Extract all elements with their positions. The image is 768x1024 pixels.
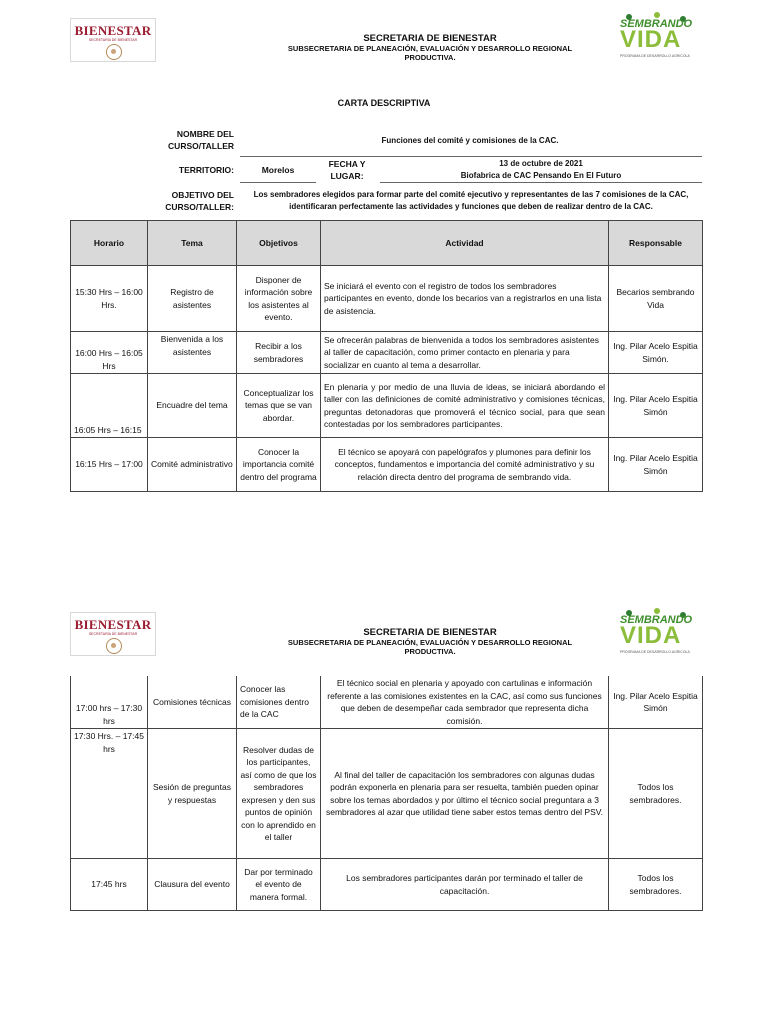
- cell-objetivos: Dar por terminado el evento de manera formal.: [237, 859, 321, 911]
- objetivo-label: OBJETIVO DEL CURSO/TALLER:: [165, 190, 234, 212]
- cell-tema: Comité administrativo: [148, 438, 237, 492]
- cell-horario: 16:15 Hrs – 17:00: [71, 438, 148, 492]
- page-header: [230, 627, 630, 656]
- nombre-value: Funciones del comité y comisiones de la CAC.: [381, 136, 559, 145]
- bienestar-logo-subtext: SECRETARÍA DE BIENESTAR: [88, 632, 138, 636]
- cell-tema: Comisiones técnicas: [148, 676, 237, 729]
- table-row: [71, 438, 703, 492]
- cell-tema: Sesión de preguntas y respuestas: [148, 729, 237, 859]
- table-row: [71, 266, 703, 332]
- bienestar-logo-text: BIENESTAR: [74, 617, 152, 632]
- cell-horario: 16:05 Hrs – 16:15: [71, 374, 148, 438]
- cell-objetivos: Conocer las comisiones dentro de la CAC: [237, 676, 321, 729]
- secretaria-title: SECRETARIA DE BIENESTAR: [363, 627, 497, 638]
- document-title: CARTA DESCRIPTIVA: [337, 98, 431, 108]
- vida-logo-text: VIDA: [620, 26, 682, 53]
- seal-icon: [106, 44, 122, 60]
- cell-actividad: El técnico social en plenaria y apoyado con cartulinas e información referente a las comisiones existentes en la CAC, así como sus funciones que deben de desempeñar cada sembrador que representa dicha comisión.: [321, 676, 609, 729]
- cell-responsable: Ing. Pilar Acelo Espitia Simón: [609, 676, 703, 729]
- divider: [240, 182, 316, 183]
- divider: [240, 156, 702, 157]
- divider: [380, 182, 702, 183]
- sembrando-logo-text: SEMBRANDO: [620, 18, 693, 30]
- territorio-label: TERRITORIO:: [178, 165, 234, 175]
- bienestar-logo: [70, 18, 156, 62]
- table-row: [71, 332, 703, 374]
- header-horario: Horario: [71, 221, 148, 266]
- table-header-row: [71, 221, 703, 266]
- nombre-label: NOMBRE DEL CURSO/TALLER: [168, 129, 234, 151]
- territorio-value: Morelos: [261, 165, 295, 175]
- header-responsable: Responsable: [609, 221, 703, 266]
- seal-icon: [106, 638, 122, 654]
- cell-responsable: Todos los sembradores.: [609, 729, 703, 859]
- cell-tema: Clausura del evento: [148, 859, 237, 911]
- table-row: [71, 859, 703, 911]
- bienestar-logo-subtext: SECRETARÍA DE BIENESTAR: [88, 38, 138, 42]
- cell-responsable: Becarios sembrando Vida: [609, 266, 703, 332]
- page-2: [0, 600, 768, 1024]
- fecha-label: FECHA Y LUGAR:: [328, 159, 366, 181]
- cell-responsable: Todos los sembradores.: [609, 859, 703, 911]
- subsecretaria-title: SUBSECRETARIA DE PLANEACIÓN, EVALUACIÓN Y DESARROLLO REGIONAL PRODUCTIVA.: [287, 638, 573, 656]
- sembrando-logo-text: SEMBRANDO: [620, 614, 693, 626]
- objetivo-value: Los sembradores elegidos para formar parte del comité ejecutivo y representantes de las 7 comisiones de la CAC, identificaran perfectamente las actividades y funciones que deben de realizar dentro de la CAC.: [253, 190, 689, 211]
- cell-objetivos: Recibir a los sembradores: [237, 332, 321, 374]
- cell-tema: Encuadre del tema: [148, 374, 237, 438]
- cell-horario: 15:30 Hrs – 16:00 Hrs.: [71, 266, 148, 332]
- table-row: [71, 729, 703, 859]
- logo-tagline: PROGRAMA DE DESARROLLO AGRICOLA: [620, 650, 690, 654]
- cell-tema: Bienvenida a los asistentes: [148, 332, 237, 374]
- sembrando-vida-logo: [614, 610, 694, 656]
- header-objetivos: Objetivos: [237, 221, 321, 266]
- cell-horario: 17:30 Hrs. – 17:45 hrs: [71, 729, 148, 859]
- header-actividad: Actividad: [321, 221, 609, 266]
- cell-responsable: Ing. Pilar Acelo Espitia Simón.: [609, 332, 703, 374]
- cell-horario: 17:00 hrs – 17:30 hrs: [71, 676, 148, 729]
- cell-actividad: Se ofrecerán palabras de bienvenida a todos los sembradores asistentes al taller de capacitación, como primer contacto en plenaria y para socializar en cuanto al tema a desarrollar.: [321, 332, 609, 374]
- lugar-value: Biofabrica de CAC Pensando En El Futuro: [460, 171, 622, 180]
- cell-actividad: Se iniciará el evento con el registro de todos los sembradores participantes en evento, donde los becarios van a registrarlos en una lista de asistencia.: [321, 266, 609, 332]
- logo-tagline: PROGRAMA DE DESARROLLO AGRICOLA: [620, 54, 690, 58]
- schedule-table-continued: [70, 676, 703, 911]
- table-row: [71, 676, 703, 729]
- vida-logo-text: VIDA: [620, 622, 682, 649]
- sembrando-vida-logo: [614, 14, 694, 60]
- header-tema: Tema: [148, 221, 237, 266]
- cell-actividad: En plenaria y por medio de una lluvia de ideas, se iniciará abordando el taller con las definiciones de comité administrativo y comisiones técnicas, preguntas detonadoras que promoverá el técnico social, para que sean contestadas por los sembradores participantes.: [321, 374, 609, 438]
- page-header: [230, 33, 630, 62]
- cell-actividad: Al final del taller de capacitación los sembradores con algunas dudas podrán exponerla en plenaria para ser resuelta, también pueden opinar sobre los temas abordados y por último el técnico social preguntara a 3 sembradores al azar que utilidad tiene saber estos temas dentro del PSV.: [321, 729, 609, 859]
- cell-actividad: El técnico se apoyará con papelógrafos y plumones para definir los conceptos, fundamentos e importancia del comité administrativo y su relación directa dentro del programa de sembrando vida.: [321, 438, 609, 492]
- bienestar-logo: [70, 612, 156, 656]
- schedule-table: [70, 220, 703, 492]
- fecha-value: 13 de octubre de 2021: [499, 159, 583, 168]
- secretaria-title: SECRETARIA DE BIENESTAR: [363, 33, 497, 44]
- cell-objetivos: Conocer la importancia comité dentro del programa: [237, 438, 321, 492]
- table-row: [71, 374, 703, 438]
- cell-responsable: Ing. Pilar Acelo Espitia Simón: [609, 438, 703, 492]
- bienestar-logo-text: BIENESTAR: [74, 23, 152, 38]
- cell-objetivos: Conceptualizar los temas que se van abordar.: [237, 374, 321, 438]
- cell-responsable: Ing. Pilar Acelo Espitia Simón: [609, 374, 703, 438]
- cell-horario: 17:45 hrs: [71, 859, 148, 911]
- cell-tema: Registro de asistentes: [148, 266, 237, 332]
- subsecretaria-title: SUBSECRETARIA DE PLANEACIÓN, EVALUACIÓN Y DESARROLLO REGIONAL PRODUCTIVA.: [287, 44, 573, 62]
- cell-objetivos: Resolver dudas de los participantes, así como de que los sembradores expresen y den sus puntos de opinión con lo aprendido en el taller: [237, 729, 321, 859]
- cell-horario: 16:00 Hrs – 16:05 Hrs: [71, 332, 148, 374]
- cell-objetivos: Disponer de información sobre los asistentes al evento.: [237, 266, 321, 332]
- cell-actividad: Los sembradores participantes darán por terminado el taller de capacitación.: [321, 859, 609, 911]
